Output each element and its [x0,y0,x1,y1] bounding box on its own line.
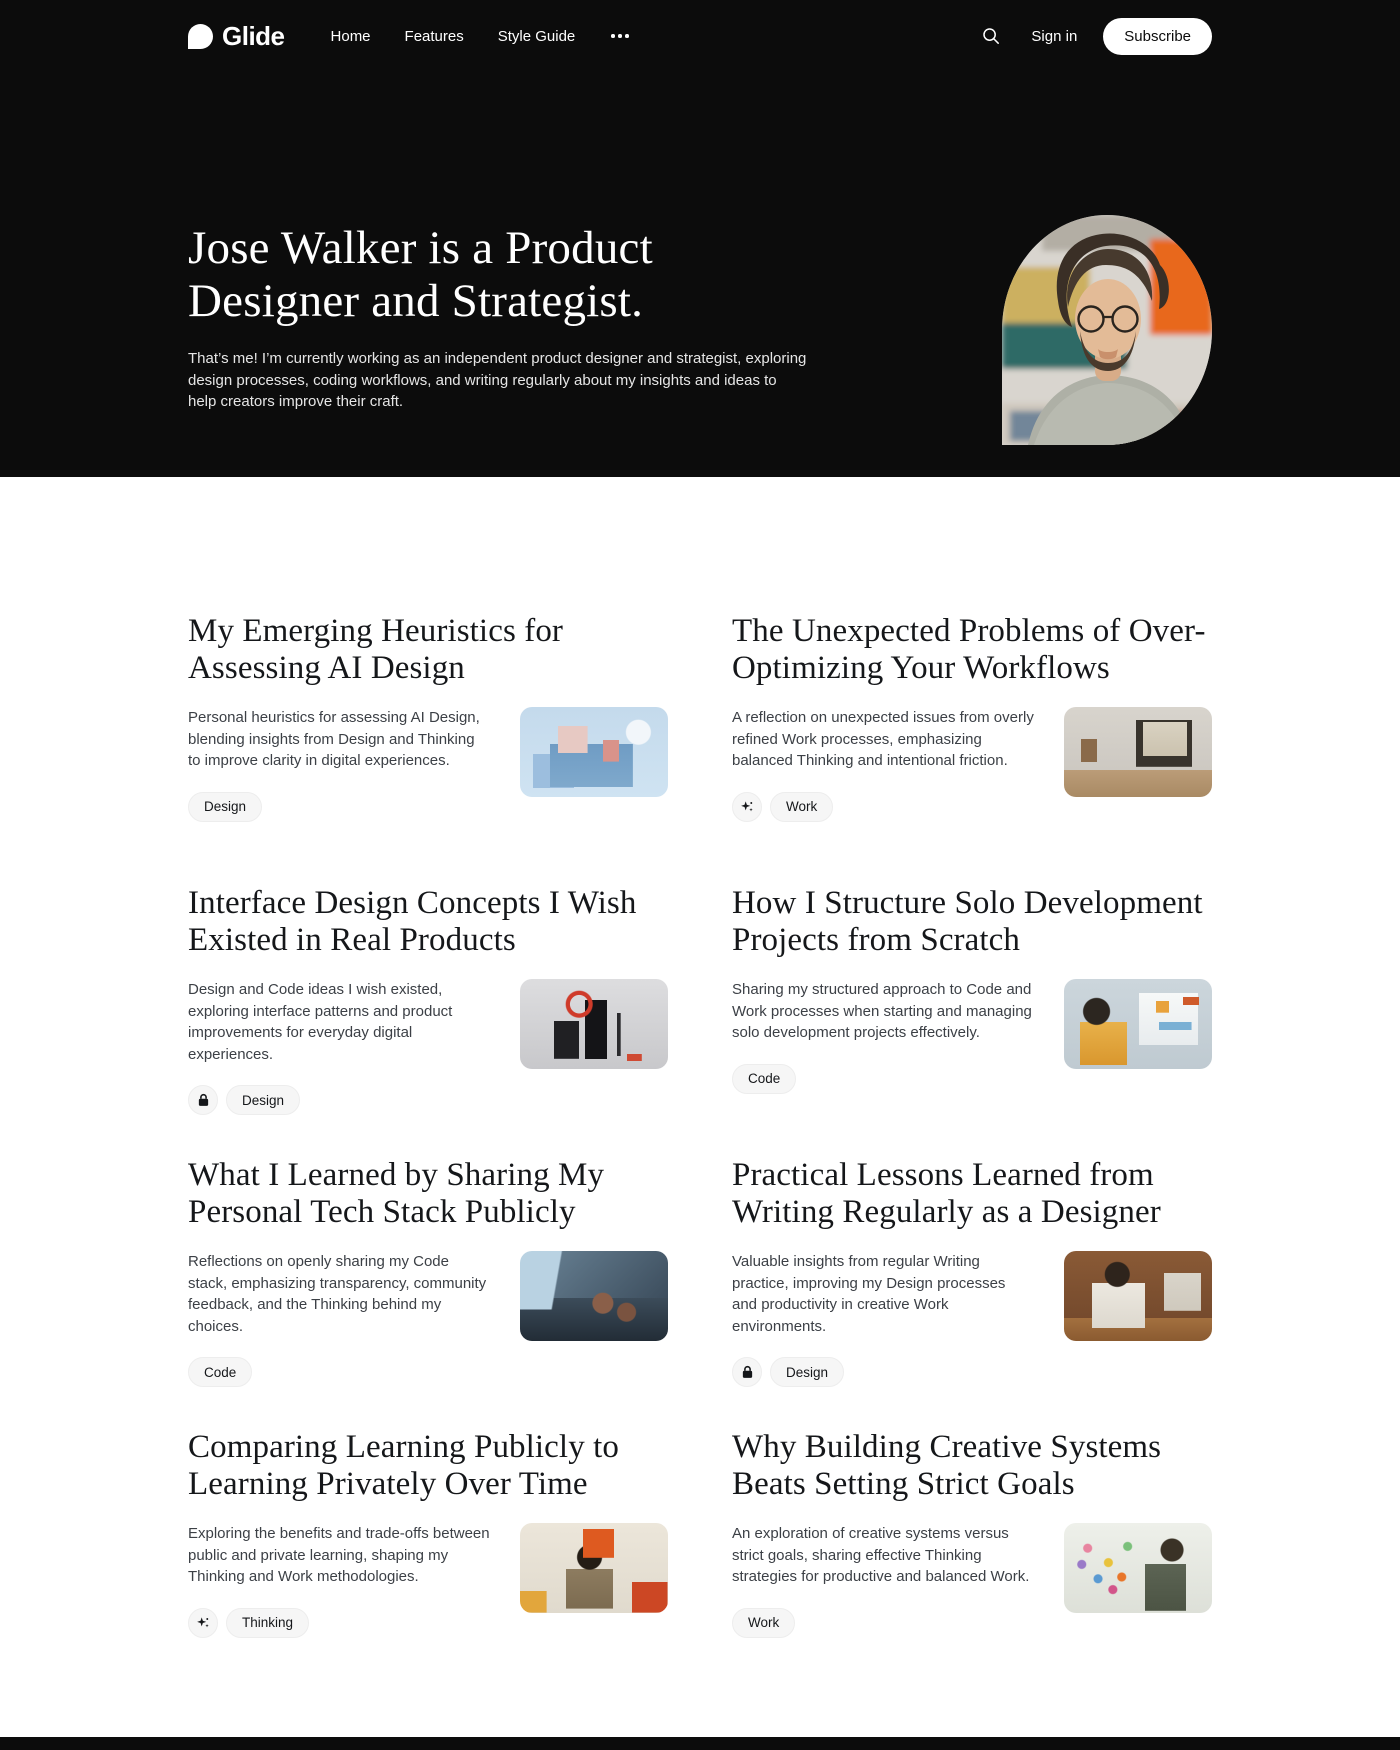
tag-pill[interactable]: Work [770,792,833,822]
post-thumbnail[interactable] [1064,707,1212,797]
tag-pill[interactable]: Work [732,1608,795,1638]
post-title[interactable]: How I Structure Solo Development Projects from Scratch [732,885,1203,958]
post-meta [732,1357,1034,1387]
site-logo[interactable] [188,21,285,52]
post-card [732,613,1212,822]
access-pill [188,1085,218,1115]
access-pill [188,1608,218,1638]
post-thumbnail[interactable] [1064,1251,1212,1341]
primary-nav [331,28,631,45]
post-excerpt: Reflections on openly sharing my Code stack, emphasizing transparency, community feedback, and the Thinking behind my choices. [188,1253,487,1335]
footer [0,1737,1400,1750]
site-header [0,0,1400,72]
nav-item-home[interactable]: Home [330,27,371,45]
tag-pill[interactable]: Design [226,1085,300,1115]
ellipsis-icon [611,34,615,38]
post-thumbnail[interactable] [1064,979,1212,1069]
subscribe-button[interactable]: Subscribe [1103,18,1212,55]
post-title[interactable]: The Unexpected Problems of Over-Optimizing Your Workflows [732,613,1206,686]
post-excerpt: Valuable insights from regular Writing practice, improving my Design processes and productivity in creative Work environments. [732,1253,1006,1335]
dark-hero-section [0,0,1400,477]
post-meta [732,1064,1034,1094]
post-title[interactable]: My Emerging Heuristics for Assessing AI Design [188,613,564,686]
more-menu-button[interactable] [609,28,631,44]
post-thumbnail[interactable] [520,979,668,1069]
glide-logo-icon [188,24,213,49]
post-title[interactable]: Interface Design Concepts I Wish Existed in Real Products [188,885,637,958]
hero-description: That’s me! I’m currently working as an independent product designer and strategist, exploring design processes, coding workflows, and writing regularly about my insights and ideas to help creators improve their craft. [188,350,807,410]
search-button[interactable] [977,22,1005,50]
post-excerpt: An exploration of creative systems versus strict goals, sharing effective Thinking strategies for productive and balanced Work. [732,1525,1030,1585]
paid-lock-icon [741,1365,754,1379]
hero-title: Jose Walker is a Product Designer and Strategist. [188,222,653,327]
paid-lock-icon [197,1093,210,1107]
author-photo [1002,215,1212,445]
members-star-icon [740,800,754,814]
post-meta [732,1608,1034,1638]
post-meta [188,1357,490,1387]
access-pill [732,1357,762,1387]
nav-item-features[interactable]: Features [404,27,464,45]
hero-section [0,72,1400,445]
post-meta [188,1608,490,1638]
post-card [732,1429,1212,1638]
post-excerpt: Design and Code ideas I wish existed, exploring interface patterns and product improvements for everyday digital experiences. [188,981,453,1063]
access-pill [732,792,762,822]
header-actions [977,18,1212,55]
hero-text [188,222,808,413]
post-excerpt: Personal heuristics for assessing AI Design, blending insights from Design and Thinking to improve clarity in digital experiences. [188,709,480,769]
post-meta [188,792,490,822]
post-excerpt: Exploring the benefits and trade-offs between public and private learning, shaping my Thinking and Work methodologies. [188,1525,490,1585]
tag-pill[interactable]: Code [732,1064,796,1094]
post-card [188,613,668,822]
post-thumbnail[interactable] [520,1251,668,1341]
tag-pill[interactable]: Code [188,1357,252,1387]
post-card [188,885,668,1115]
post-thumbnail[interactable] [520,1523,668,1613]
post-excerpt: Sharing my structured approach to Code and Work processes when starting and managing solo development projects effectively. [732,981,1032,1041]
tag-pill[interactable]: Design [188,792,262,822]
post-card [732,885,1212,1094]
tag-pill[interactable]: Thinking [226,1608,309,1638]
post-thumbnail[interactable] [520,707,668,797]
post-title[interactable]: Why Building Creative Systems Beats Setting Strict Goals [732,1429,1162,1502]
members-star-icon [196,1616,210,1630]
nav-item-style-guide[interactable]: Style Guide [497,27,576,45]
tag-pill[interactable]: Design [770,1357,844,1387]
post-title[interactable]: Practical Lessons Learned from Writing Regularly as a Designer [732,1157,1161,1230]
post-card [732,1157,1212,1387]
search-icon [981,26,1001,46]
post-excerpt: A reflection on unexpected issues from overly refined Work processes, emphasizing balanced Thinking and intentional friction. [732,709,1034,769]
post-meta [732,792,1034,822]
posts-grid [188,477,1212,1661]
post-thumbnail[interactable] [1064,1523,1212,1613]
post-title[interactable]: What I Learned by Sharing My Personal Tech Stack Publicly [188,1157,605,1230]
signin-link[interactable]: Sign in [1031,27,1078,45]
post-card [188,1157,668,1387]
post-title[interactable]: Comparing Learning Publicly to Learning Privately Over Time [188,1429,620,1502]
post-meta [188,1085,490,1115]
site-title: Glide [222,20,285,51]
post-card [188,1429,668,1638]
